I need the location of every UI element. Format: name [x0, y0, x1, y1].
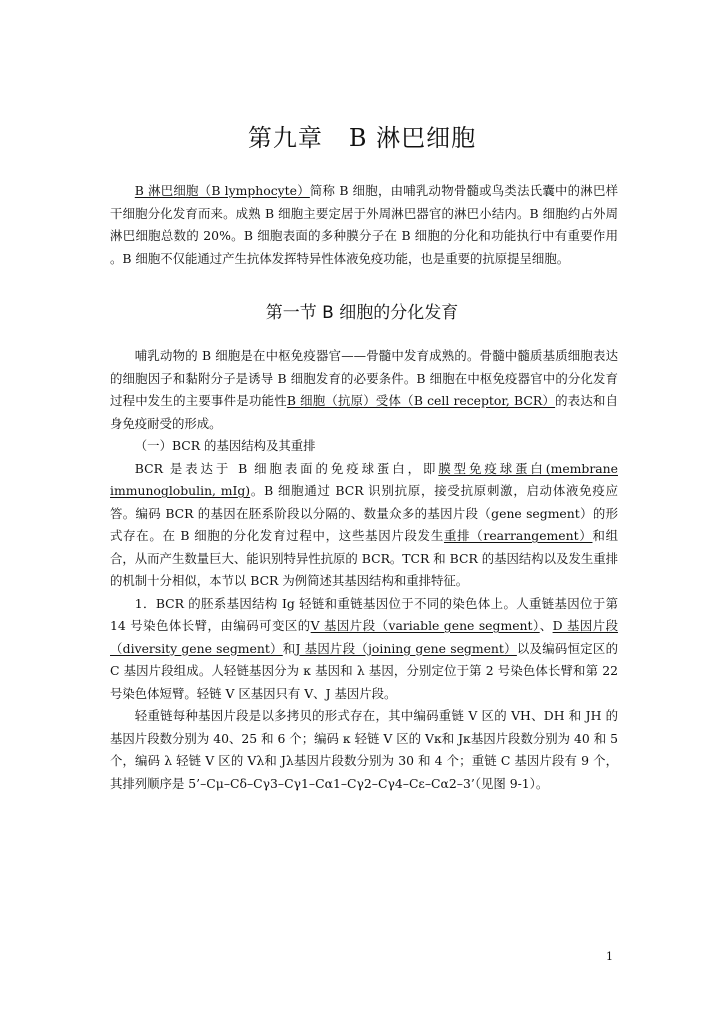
mig-term: 膜型免疫球蛋白(membrane immunoglobulin, mIg): [110, 460, 618, 498]
body-text: [110, 345, 618, 795]
rearrangement-term: 重排（rearrangement）: [443, 528, 593, 543]
v-segment-term: V 基因片段（variable gene segment）: [310, 618, 540, 633]
paragraph-2: BCR 是表达于 B 细胞表面的免疫球蛋白，即膜型免疫球蛋白(membrane immunoglobulin, mIg)。B 细胞通过 BCR 识别抗原，接受抗原刺激，启动体液免疫应答。编码 BCR 的基因在胚系阶段以分隔的、数量众多的基因片段（gene segment）的形式存在。在 B 细胞的分化发育过程中，这些基因片段发生重排（rearrangement）和组合，从而产生数量巨大、能识别特异性抗原的 BCR。TCR 和 BCR 的基因结构以及发生重排的机制十分相似，本节以 BCR 为例简述其基因结构和重排特征。: [110, 460, 619, 588]
intro-paragraph: [110, 180, 618, 270]
paragraph-4: 轻重链每种基因片段是以多拷贝的形式存在，其中编码重链 V 区的 VH、DH 和 JH 的基因片段数分别为 40、25 和 6 个；编码 κ 轻链 V 区的 Vκ和 Jκ基因片段数分别为 40 和 5 个，编码 λ 轻链 V 区的 Vλ和 Jλ基因片段数分别为 30 和 4 个；重链 C 基因片段有 9 个，其排列顺序是 5’–Cμ–Cδ–Cγ3–Cγ1–Cα1–Cγ2–Cγ4–Cε–Cα2–3’（见图 9-1）。: [110, 708, 618, 791]
paragraph-3: 1．BCR 的胚系基因结构 Ig 轻链和重链基因位于不同的染色体上。人重链基因位于第 14 号染色体长臂，由编码可变区的V 基因片段（variable gene segment）、D 基因片段（diversity gene segment）和J 基因片段（joining gene segment）以及编码恒定区的 C 基因片段组成。人轻链基因分为 κ 基因和 λ 基因，分别定位于第 2 号染色体长臂和第 22 号染色体短臂。轻链 V 区基因只有 V、J 基因片段。: [110, 595, 619, 701]
intro-term: B 淋巴细胞（B lymphocyte）: [134, 183, 310, 198]
bcr-term: B 细胞（抗原）受体（B cell receptor, BCR）: [286, 393, 556, 408]
chapter-number: 第九章: [247, 124, 323, 152]
d-segment-term: D 基因片段（diversity gene segment）: [110, 618, 619, 656]
page-number: 1: [606, 950, 613, 963]
j-segment-term: J 基因片段（joining gene segment）: [295, 640, 517, 656]
chapter-name: B 淋巴细胞: [348, 124, 477, 152]
subheading-1: （一）BCR 的基因结构及其重排: [134, 438, 316, 453]
chapter-title: [0, 118, 724, 153]
section-title: 第一节 B 细胞的分化发育: [265, 303, 459, 323]
intro-text: 简称 B 细胞，由哺乳动物骨髓或鸟类法氏囊中的淋巴样干细胞分化发育而来。成熟 B 细胞主要定居于外周淋巴器官的淋巴小结内。B 细胞约占外周淋巴细胞总数的 20%。B 细胞表面的多种膜分子在 B 细胞的分化和功能执行中有重要作用 。B 细胞不仅能通过产生抗体发挥特异性体液免疫功能，也是重要的抗原提呈细胞。: [110, 183, 618, 266]
paragraph-1: 哺乳动物的 B 细胞是在中枢免疫器官——骨髓中发育成熟的。骨髓中髓质基质细胞表达的细胞因子和黏附分子是诱导 B 细胞发育的必要条件。B 细胞在中枢免疫器官中的分化发育过程中发生的主要事件是功能性B 细胞（抗原）受体（B cell receptor, BCR）的表达和自身免疫耐受的形成。: [110, 348, 618, 431]
